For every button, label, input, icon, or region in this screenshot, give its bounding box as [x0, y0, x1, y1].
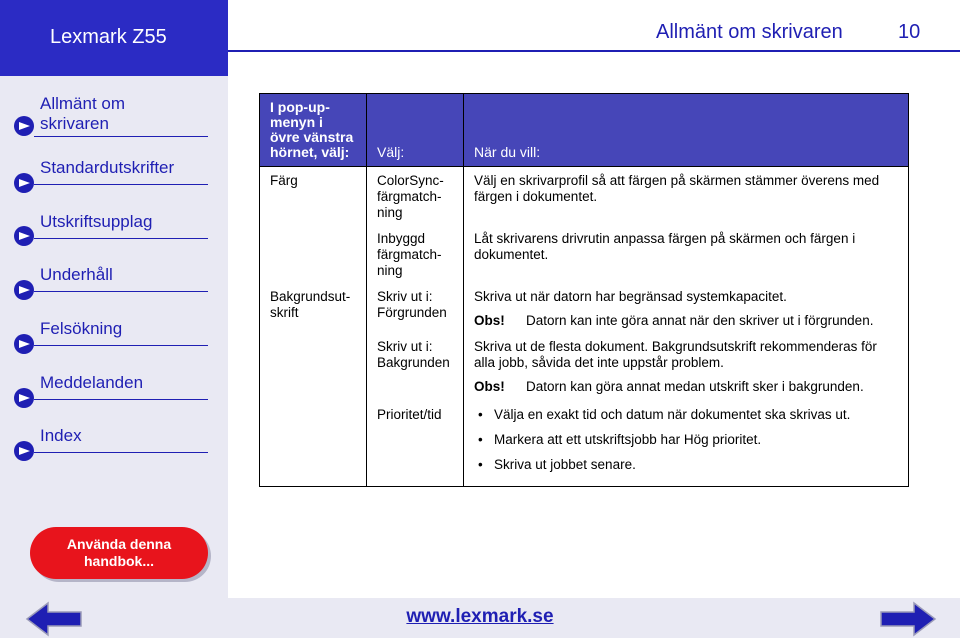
note: [474, 379, 898, 395]
column-header: När du vill:: [464, 94, 909, 167]
arrow-right-icon[interactable]: [878, 601, 938, 637]
help-button[interactable]: Använda denna handbok...: [30, 527, 208, 579]
table-row: [260, 333, 909, 399]
sidebar-item-allmant[interactable]: [0, 90, 228, 146]
sidebar-item-utskriftsupplag[interactable]: [0, 210, 228, 250]
divider: [34, 399, 208, 400]
divider: [34, 345, 208, 346]
table-row: [260, 283, 909, 333]
sidebar-item-standardutskrifter[interactable]: [0, 156, 228, 196]
list-item: • Välja en exakt tid och datum när dokumentet ska skrivas ut.: [474, 407, 898, 423]
choice-cell: ColorSync-färgmatch-ning: [367, 167, 464, 226]
divider: [34, 452, 208, 453]
sidebar-item-label: Underhåll: [40, 265, 113, 284]
want-cell: [464, 283, 909, 333]
page-number: 10: [898, 21, 921, 43]
sidebar-item-label: Standardutskrifter: [40, 158, 175, 177]
note: [474, 313, 898, 329]
menu-cell: [260, 399, 367, 487]
arrow-right-icon: [14, 280, 34, 300]
sidebar-item-felsokning[interactable]: [0, 317, 228, 357]
menu-cell: Färg: [260, 167, 367, 226]
want-text: Skriva ut när datorn har begränsad systemkapacitet.: [474, 289, 787, 304]
list-item: • Markera att ett utskriftsjobb har Hög prioritet.: [474, 432, 898, 448]
choice-cell: Inbyggd färgmatch-ning: [367, 225, 464, 283]
menu-cell: Bakgrundsut-skrift: [260, 283, 367, 333]
menu-cell: [260, 225, 367, 283]
note-text: Datorn kan inte göra annat när den skriver ut i förgrunden.: [526, 313, 874, 328]
arrow-right-icon: [14, 173, 34, 193]
want-text: Skriva ut de flesta dokument. Bakgrundsutskrift rekommenderas för alla jobb, såvida det inte uppstår problem.: [474, 339, 877, 370]
arrow-right-icon: [14, 441, 34, 461]
choice-cell: Skriv ut i: Bakgrunden: [367, 333, 464, 399]
sidebar-item-underhall[interactable]: [0, 263, 228, 303]
want-cell: Låt skrivarens drivrutin anpassa färgen på skärmen och färgen i dokumentet.: [464, 225, 909, 283]
arrow-right-icon: [14, 334, 34, 354]
want-cell: [464, 399, 909, 487]
sidebar-item-label: Felsökning: [40, 319, 123, 338]
menu-cell: [260, 333, 367, 399]
arrow-right-icon: [14, 226, 34, 246]
sidebar: [0, 76, 228, 598]
column-header: Välj:: [367, 94, 464, 167]
divider: [34, 238, 208, 239]
note-label: Obs!: [474, 379, 505, 394]
want-cell: [464, 333, 909, 399]
table-row: [260, 399, 909, 487]
want-cell: Välj en skrivarprofil så att färgen på skärmen stämmer överens med färgen i dokumentet.: [464, 167, 909, 226]
brand-title: Lexmark Z55: [50, 26, 167, 48]
divider: [34, 184, 208, 185]
note-text: Datorn kan göra annat medan utskrift sker i bakgrunden.: [526, 379, 864, 394]
header-divider: [228, 50, 960, 52]
website-link[interactable]: www.lexmark.se: [406, 606, 554, 627]
table-row: [260, 167, 909, 226]
sidebar-item-label: Utskriftsupplag: [40, 212, 153, 231]
arrow-right-icon: [14, 388, 34, 408]
sidebar-item-label: Allmänt om skrivaren: [40, 94, 126, 133]
table-row: [260, 225, 909, 283]
note-label: Obs!: [474, 313, 505, 328]
page-title: Allmänt om skrivaren: [656, 21, 843, 43]
bullet-list: [474, 407, 898, 473]
list-item: • Skriva ut jobbet senare.: [474, 457, 898, 473]
arrow-right-icon: [14, 116, 34, 136]
options-table: [259, 93, 909, 487]
column-header: I pop-up-menyn i övre vänstra hörnet, välj:: [260, 94, 367, 167]
sidebar-item-index[interactable]: [0, 424, 228, 464]
sidebar-item-label: Meddelanden: [40, 373, 144, 392]
sidebar-item-label: Index: [40, 426, 82, 445]
sidebar-item-meddelanden[interactable]: [0, 371, 228, 411]
choice-cell: Prioritet/tid: [367, 399, 464, 487]
divider: [34, 136, 208, 137]
divider: [34, 291, 208, 292]
choice-cell: Skriv ut i: Förgrunden: [367, 283, 464, 333]
